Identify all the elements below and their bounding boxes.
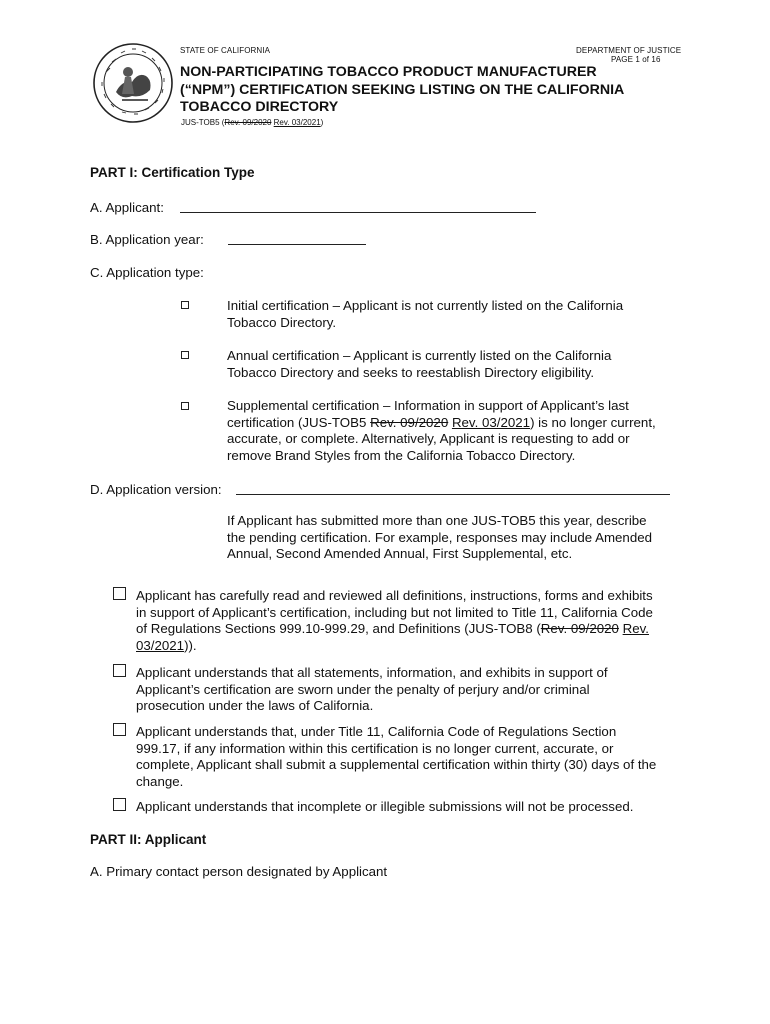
annual-certification-checkbox[interactable]	[181, 351, 189, 359]
note-line: the pending certification. For example, responses may include Amended	[227, 529, 653, 545]
ack-penalty-text	[136, 665, 696, 715]
supplemental-certification-option	[227, 398, 687, 464]
option-line: Tobacco Directory.	[227, 314, 337, 330]
rev-old: Rev. 09/2020	[370, 414, 449, 430]
ack-incomplete-text: Applicant understands that incomplete or illegible submissions will not be processed.	[136, 799, 634, 814]
rev-new: Rev. 03/2021	[451, 414, 531, 430]
form-id-prefix: JUS-TOB5 (	[181, 118, 225, 127]
ack-line: Applicant’s certification are sworn under the penalty of perjury and/or criminal	[136, 681, 590, 697]
ack-line	[136, 638, 696, 655]
note-line: Annual, Second Amended Annual, First Supplemental, etc.	[227, 546, 573, 561]
ack-line: in support of Applicant’s certification, including but not limited to Title 11, California Code	[136, 604, 653, 620]
rev-new: Rev.	[622, 621, 649, 636]
initial-certification-option	[227, 298, 667, 331]
option-line: accurate, or complete. Alternatively, Applicant is requesting to add or	[227, 431, 630, 446]
application-version-input-line[interactable]	[236, 482, 670, 495]
form-id	[181, 118, 323, 127]
form-rev-old: Rev. 09/2020	[224, 118, 272, 127]
part-2-heading: PART II: Applicant	[90, 832, 207, 847]
ack-supplemental-text	[136, 724, 706, 790]
applicant-label: A. Applicant:	[90, 200, 164, 215]
applicant-input-line[interactable]	[180, 200, 536, 213]
ack-line: 999.17, if any information within this certification is no longer current, accurate, or	[136, 740, 614, 756]
ack-line	[136, 621, 696, 638]
application-type-label: C. Application type:	[90, 265, 204, 280]
title-line-2: (“NPM”) CERTIFICATION SEEKING LISTING ON THE CALIFORNIA	[180, 81, 625, 98]
ack-line: Applicant understands that all statements, information, and exhibits in support of	[136, 665, 608, 680]
primary-contact-label: A. Primary contact person designated by Applicant	[90, 864, 388, 879]
rev-new: 03/2021	[136, 637, 185, 653]
supplemental-certification-checkbox[interactable]	[181, 402, 189, 410]
ack-line: prosecution under the laws of California.	[136, 698, 374, 713]
title-line-3: TOBACCO DIRECTORY	[180, 99, 339, 115]
ack-reviewed-text	[136, 588, 696, 654]
option-text: certification (JUS-TOB5	[227, 414, 371, 430]
ack-line: change.	[136, 773, 184, 789]
option-line: Annual certification – Applicant is currently listed on the California	[227, 348, 612, 363]
application-year-input-line[interactable]	[228, 232, 366, 245]
ack-text: of Regulations Sections 999.10-999.29, and Definitions (JUS-TOB8 (	[136, 621, 541, 636]
option-line: Initial certification – Applicant is not currently listed on the California	[227, 298, 624, 313]
option-line	[227, 415, 687, 432]
application-version-label: D. Application version:	[90, 482, 222, 497]
ack-text: )).	[184, 637, 197, 653]
department-header: DEPARTMENT OF JUSTICE	[576, 46, 682, 55]
option-line: remove Brand Styles from the California Tobacco Directory.	[227, 447, 576, 463]
annual-certification-option	[227, 348, 667, 381]
page-number: PAGE 1 of 16	[611, 55, 661, 64]
option-text: ) is no longer current,	[530, 414, 656, 430]
title-line-1: NON-PARTICIPATING TOBACCO PRODUCT MANUFACTURER	[180, 64, 597, 80]
ack-line: Applicant understands that, under Title 11, California Code of Regulations Section	[136, 724, 617, 739]
state-header: STATE OF CALIFORNIA	[180, 46, 271, 55]
ack-penalty-checkbox[interactable]	[113, 664, 126, 677]
ack-reviewed-checkbox[interactable]	[113, 587, 126, 600]
form-title	[180, 64, 680, 117]
part-1-heading: PART I: Certification Type	[90, 165, 255, 180]
option-line: Supplemental certification – Information in support of Applicant’s last	[227, 398, 629, 413]
note-line: If Applicant has submitted more than one JUS-TOB5 this year, describe	[227, 513, 647, 528]
ack-line: Applicant has carefully read and reviewed all definitions, instructions, forms and exhibits	[136, 588, 653, 603]
rev-old: Rev. 09/2020	[540, 621, 619, 636]
initial-certification-checkbox[interactable]	[181, 301, 189, 309]
california-seal-logo	[92, 42, 174, 124]
ack-supplemental-checkbox[interactable]	[113, 723, 126, 736]
application-year-label: B. Application year:	[90, 232, 204, 247]
application-version-note	[227, 513, 687, 563]
form-id-close: )	[320, 118, 324, 127]
ack-line: complete, Applicant shall submit a supplemental certification within thirty (30) days of the	[136, 757, 657, 772]
ack-incomplete-checkbox[interactable]	[113, 798, 126, 811]
form-rev-new: Rev. 03/2021	[273, 118, 321, 127]
option-line: Tobacco Directory and seeks to reestablish Directory eligibility.	[227, 364, 595, 380]
